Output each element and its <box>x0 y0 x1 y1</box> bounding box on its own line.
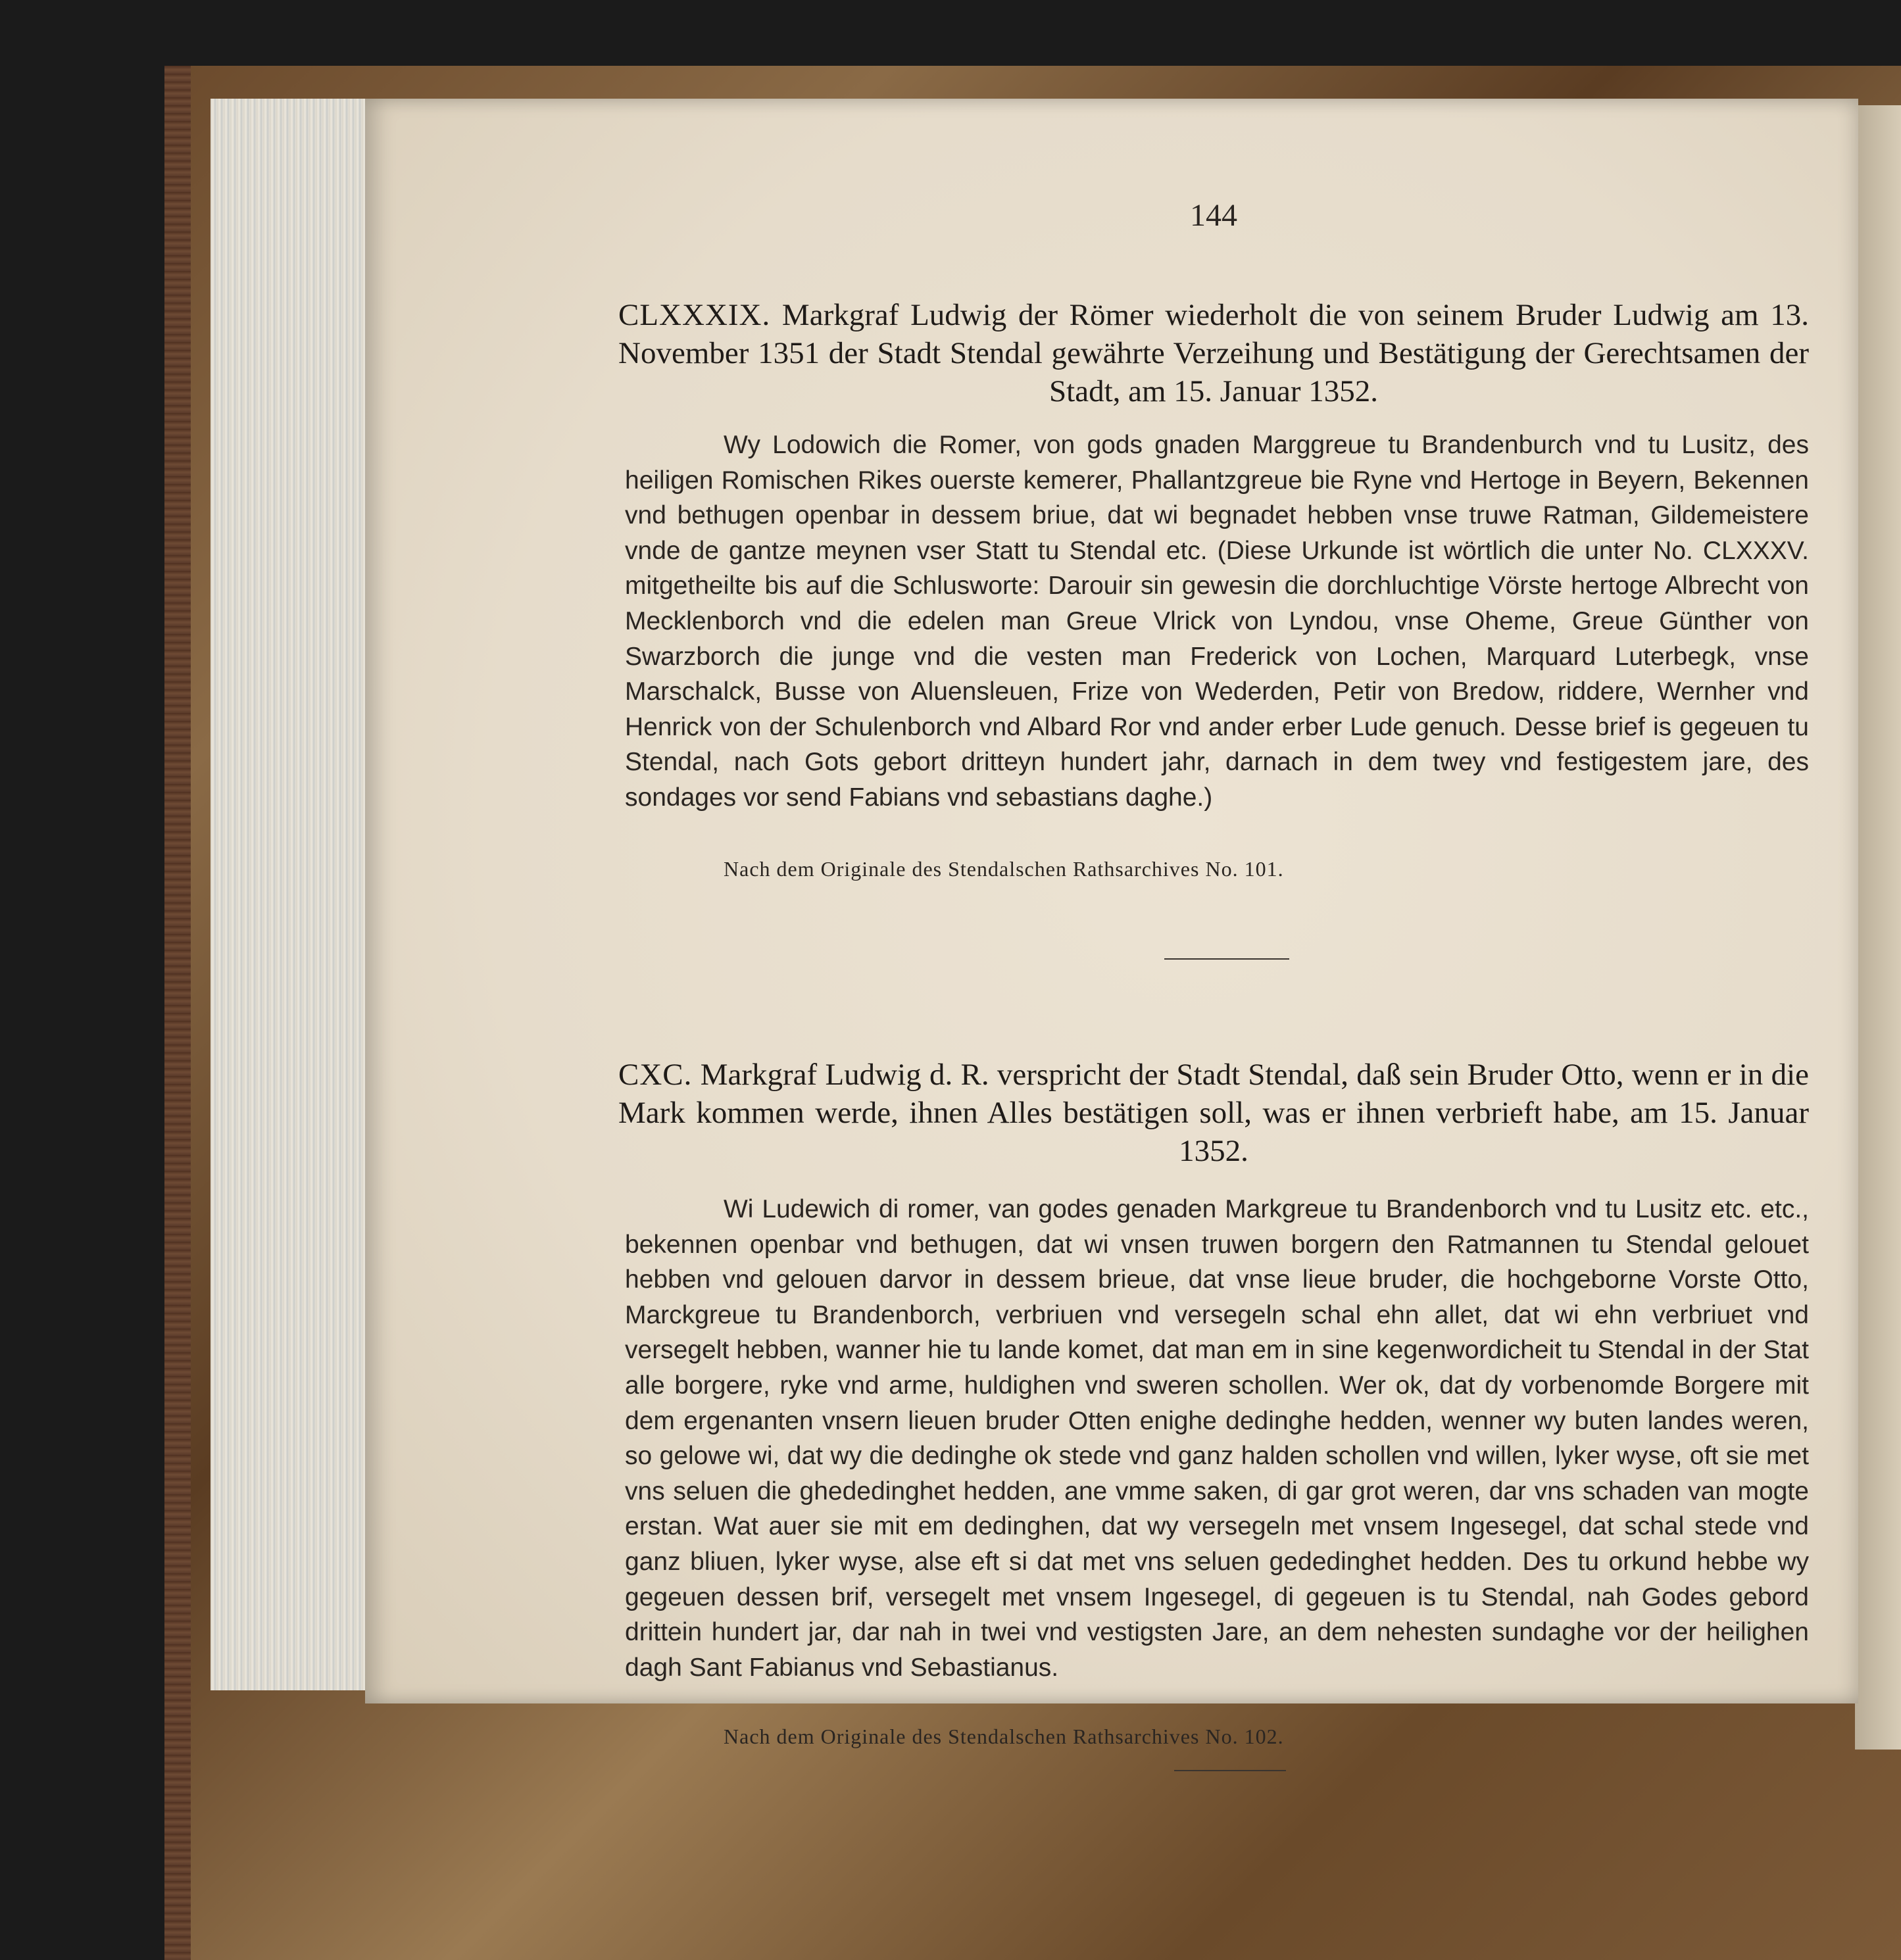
page-edges <box>210 99 375 1690</box>
section-title: Markgraf Ludwig d. R. verspricht der Stadt Stendal, daß sein Bruder Otto, wenn er in die Mark kommen werde, ihnen Alles bestätigen soll, was er ihnen verbrieft habe, am 15. Januar 1352. <box>618 1058 1810 1168</box>
document-text: Wi Ludewich di romer, van godes genaden Markgreue tu Brandenborch vnd tu Lusitz etc. etc., bekennen openbar vnd bethugen, dat wi vnsen truwen borgern den Ratmannen tu Stendal gelouet hebben vnd gelouen darvor in dessem brieue, dat vnse lieue bruder, die hochgeborne Vorste Otto, Marckgreue tu Brandenborch, verbriuen vnd versegeln schal ehn allet, dat wi ehn verbriuet vnd versegelt hebben, wanner hie tu lande komet, dat man em in sine kegenwordicheit tu Stendal in der Stat alle borgere, ryke vnd arme, huldighen vnd sweren schollen. Wer ok, dat dy vorbenomde Borgere mit dem ergenanten vnsern lieuen bruder Otten enighe dedinghe hedden, wenner wy buten landes weren, so gelowe wi, dat wy die dedinghe ok stede vnd ganz halden schollen vnd willen, lyker wyse, oft sie met vns seluen die ghededinghet hedden, ane vmme saken, di gar grot weren, dar vns schaden van mogte erstan. Wat auer sie mit em dedinghen, dat wy versegeln met vnsem Ingesegel, dat schal stede vnd ganz bliuen, lyker wyse, alse eft si dat met vns seluen gededinghet hedden. Des tu orkund hebbe wy gegeuen dessen brif, versegelt met vnsem Ingesegel, di gegeuen is tu Stendal, nah Godes gebord drittein hundert jar, dar nah in twei vnd vestigsten Jare, an dem nehesten sundaghe vor der heilighen dagh Sant Fabianus vnd Sebastianus. <box>625 1195 1809 1682</box>
section-heading <box>618 296 1809 410</box>
document-text: Wy Lodowich die Romer, von gods gnaden Marggreue tu Brandenburch vnd tu Lusitz, des heiligen Romischen Rikes ouerste kemerer, Phallantzgreue bie Ryne vnd Hertoge in Beyern, Bekennen vnd bethugen openbar in dessem briue, dat wi begnadet hebben vnse truwe Ratman, Gildemeistere vnde de gantze meynen vser Statt tu Stendal etc. (Diese Urkunde ist wörtlich die unter No. CLXXXV. mitgetheilte bis auf die Schlusworte: Darouir sin gewesin die dorchluchtige Vörste hertoge Albrecht von Mecklenborch vnd die edelen man Greue Vlrick von Lyndou, vnse Oheme, Greue Günther von Swarzborch die junge vnd die vesten man Frederick von Lochen, Marquard Luterbegk, vnse Marschalck, Busse von Aluensleuen, Frize von Wederden, Petir von Bredow, riddere, Wernher vnd Henrick von der Schulenborch vnd Albard Ror vnd ander erber Lude genuch. Desse brief is gegeuen tu Stendal, nach Gots gebort dritteyn hundert jahr, darnach in dem twey vnd festigestem jare, des sondages vor send Fabians vnd sebastians daghe.) <box>625 431 1809 812</box>
section-divider <box>1164 958 1289 960</box>
facing-page-edge <box>1855 105 1901 1750</box>
section-heading <box>618 1056 1809 1170</box>
section-numeral: CXC. <box>618 1058 693 1092</box>
section-numeral: CLXXXIX. <box>618 298 771 332</box>
source-note: Nach dem Originale des Stendalschen Rathsarchives No. 101. <box>724 857 1284 881</box>
end-rule <box>1174 1770 1286 1771</box>
book-spine-edge <box>164 66 191 1960</box>
section-title: Markgraf Ludwig der Römer wiederholt die von seinem Bruder Ludwig am 13. November 1351 der Stadt Stendal gewährte Verzeihung und Bestätigung der Gerechtsamen der Stadt, am 15. Januar 1352. <box>618 298 1809 408</box>
page-number: 144 <box>1190 198 1237 233</box>
source-note: Nach dem Originale des Stendalschen Rathsarchives No. 102. <box>724 1725 1284 1748</box>
